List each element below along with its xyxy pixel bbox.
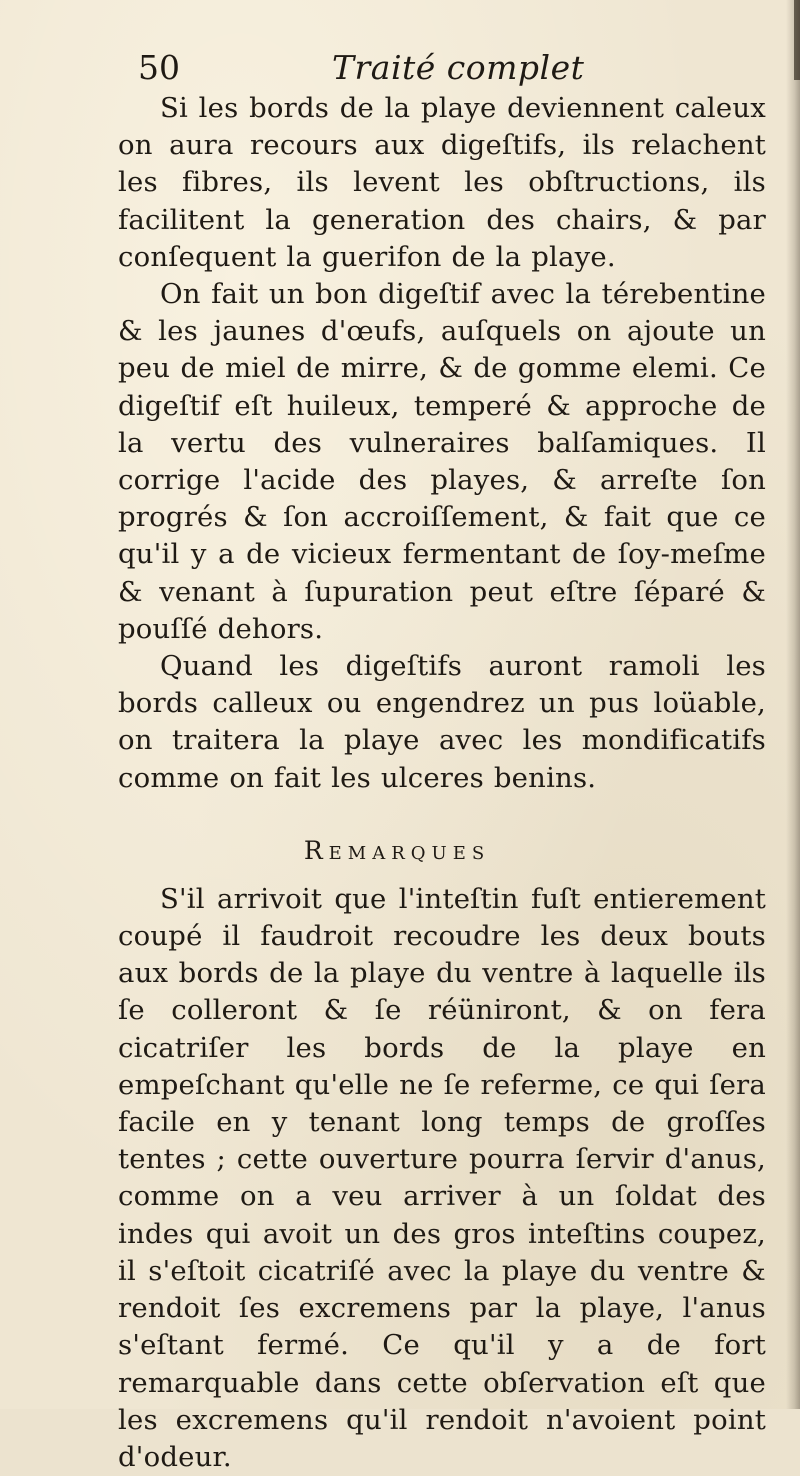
page-number: 50 xyxy=(138,48,180,87)
section-heading-remarques: Remarques xyxy=(303,835,491,865)
paragraph-caleux: Si les bords de la playe deviennent caleux on aura recours aux digeſtifs, ils relachent les fibres, ils levent les obſtructions, ils facilitent la generation des chairs, & par conſequent la guerifon de la playe. xyxy=(118,92,766,273)
paragraph-remarques: S'il arrivoit que l'inteſtin fuſt entierement coupé il faudroit recoudre les deux bouts aux bords de la playe du ventre à laquelle ils ſe colleront & ſe réüniront, & on fera cicatriſer les bords de la playe en empeſchant qu'elle ne ſe referme, ce qui ſera facile en y tenant long temps de groſſes tentes ; cette ouverture pourra ſervir d'anus, comme on a veu arriver à un ſoldat des indes qui avoit un des gros inteſtins coupez, il s'eſtoit cicatriſé avec la playe du ventre & rendoit ſes excremens par la playe, l'anus s'eſtant fermé. Ce qu'il y a de fort remarquable dans cette obſervation eſt que les excremens qu'il rendoit n'avoient point d'odeur. xyxy=(118,882,766,1473)
page-header xyxy=(138,44,758,90)
paragraph-mondificatifs: Quand les digeſtifs auront ramoli les bords calleux ou engendrez un pus loüable, on traitera la playe avec les mondificatifs comme on fait les ulceres benins. xyxy=(118,650,766,794)
page-edge-shadow xyxy=(786,0,800,1409)
paragraph-digestif: On fait un bon digeſtif avec la térebentine & les jaunes d'œufs, auſquels on ajoute un peu de miel de mirre, & de gomme elemi. Ce digeſtif eſt huileux, temperé & approche de la vertu des vulneraires balſamiques. Il corrige l'acide des playes, & arreſte ſon progrés & ſon accroiſſement, & fait que ce qu'il y a de vicieux fermentant de ſoy-meſme & venant à ſupuration peut eſtre ſéparé & pouſſé dehors. xyxy=(118,278,766,645)
main-text xyxy=(118,90,766,1476)
running-title: Traité complet xyxy=(332,48,585,87)
